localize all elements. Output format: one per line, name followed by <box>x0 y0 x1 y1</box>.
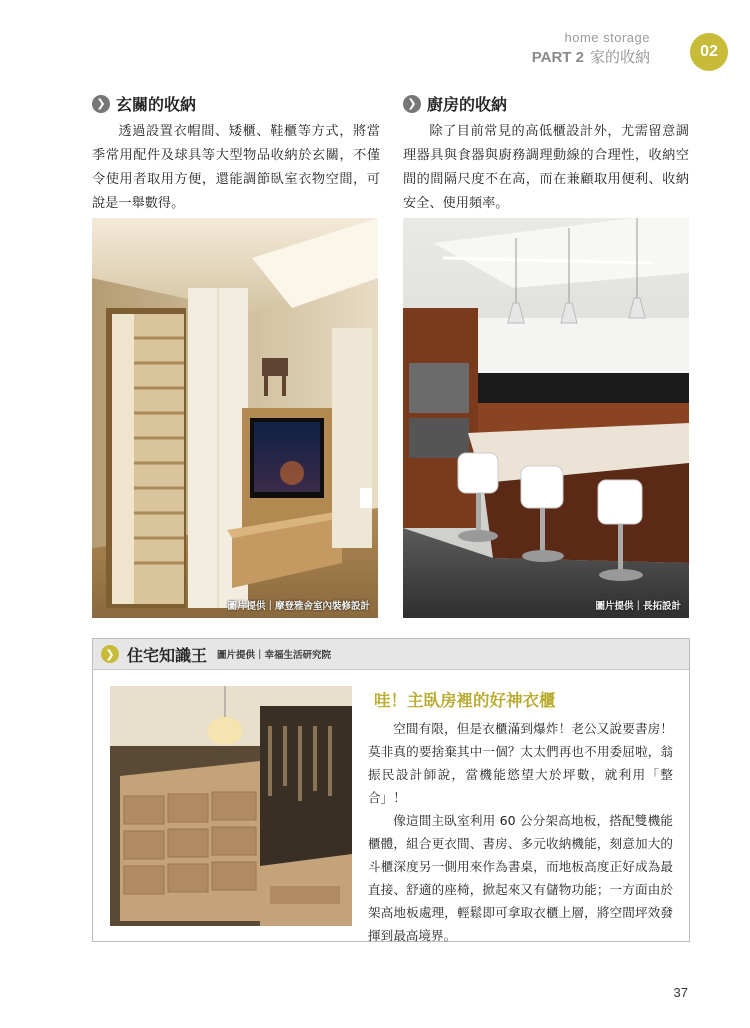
page-number: 37 <box>673 985 688 1000</box>
knowledge-box-header <box>93 639 689 670</box>
photo-credit: 圖片提供｜摩登雅舍室內裝修設計 <box>227 601 370 612</box>
part-heading <box>532 46 650 67</box>
entrance-storage-photo <box>92 218 378 618</box>
part-title: 家的收納 <box>589 49 650 66</box>
bedroom-illustration <box>110 686 352 926</box>
chapter-badge: 02 <box>690 33 728 71</box>
entrance-storage-illustration <box>92 218 378 618</box>
chevron-right-icon: ❯ <box>92 95 110 113</box>
knowledge-box-subtitle: 哇！主臥房裡的好神衣櫃 <box>374 691 556 710</box>
chevron-right-icon: ❯ <box>101 645 119 663</box>
section-body: 透過設置衣帽間、矮櫃、鞋櫃等方式，將當季常用配件及球具等大型物品收納於玄關，不僅令使用者取用方便，還能調節臥室衣物空間，可說是一舉數得。 <box>92 124 380 211</box>
bedroom-wardrobe-photo <box>110 686 352 926</box>
knowledge-box-credit: 圖片提供｜幸福生活研究院 <box>217 650 332 661</box>
series-title: home storage <box>564 30 650 45</box>
knowledge-box <box>92 638 690 942</box>
paragraph: 空間有限，但是衣櫃滿到爆炸！老公又說要書房！莫非真的要捨棄其中一個？太太們再也不用委屈啦，翁振民設計師說，當機能慾望大於坪數，就利用「整合」！ <box>368 721 673 805</box>
part-label: PART 2 <box>531 49 584 66</box>
photo-credit: 圖片提供｜長拓設計 <box>595 601 681 612</box>
section-heading-entrance <box>92 92 196 115</box>
section-body: 除了目前常見的高低櫃設計外，尤需留意調理器具與食器與廚務調理動線的合理性，收納空間的間隔尺度不在高，而在兼顧取用便利、收納安全、使用頻率。 <box>403 124 689 211</box>
kitchen-illustration <box>403 218 689 618</box>
section-title: 玄關的收納 <box>116 95 197 114</box>
section-title: 廚房的收納 <box>427 95 508 114</box>
knowledge-box-title: 住宅知識王 <box>127 645 208 665</box>
section-heading-kitchen <box>403 92 507 115</box>
chevron-right-icon: ❯ <box>403 95 421 113</box>
kitchen-storage-photo <box>403 218 689 618</box>
knowledge-box-text <box>368 717 673 947</box>
paragraph: 像這間主臥室利用 60 公分架高地板，搭配雙機能櫃體，組合更衣間、書房、多元收納機能，刻意加大的斗櫃深度另一側用來作為書桌，而地板高度正好成為最直接、舒適的座椅，掀起來又有儲物功能；一方面由於架高地板處理，輕鬆即可拿取衣櫃上層，將空間坪效發揮到最高境界。 <box>368 813 673 943</box>
